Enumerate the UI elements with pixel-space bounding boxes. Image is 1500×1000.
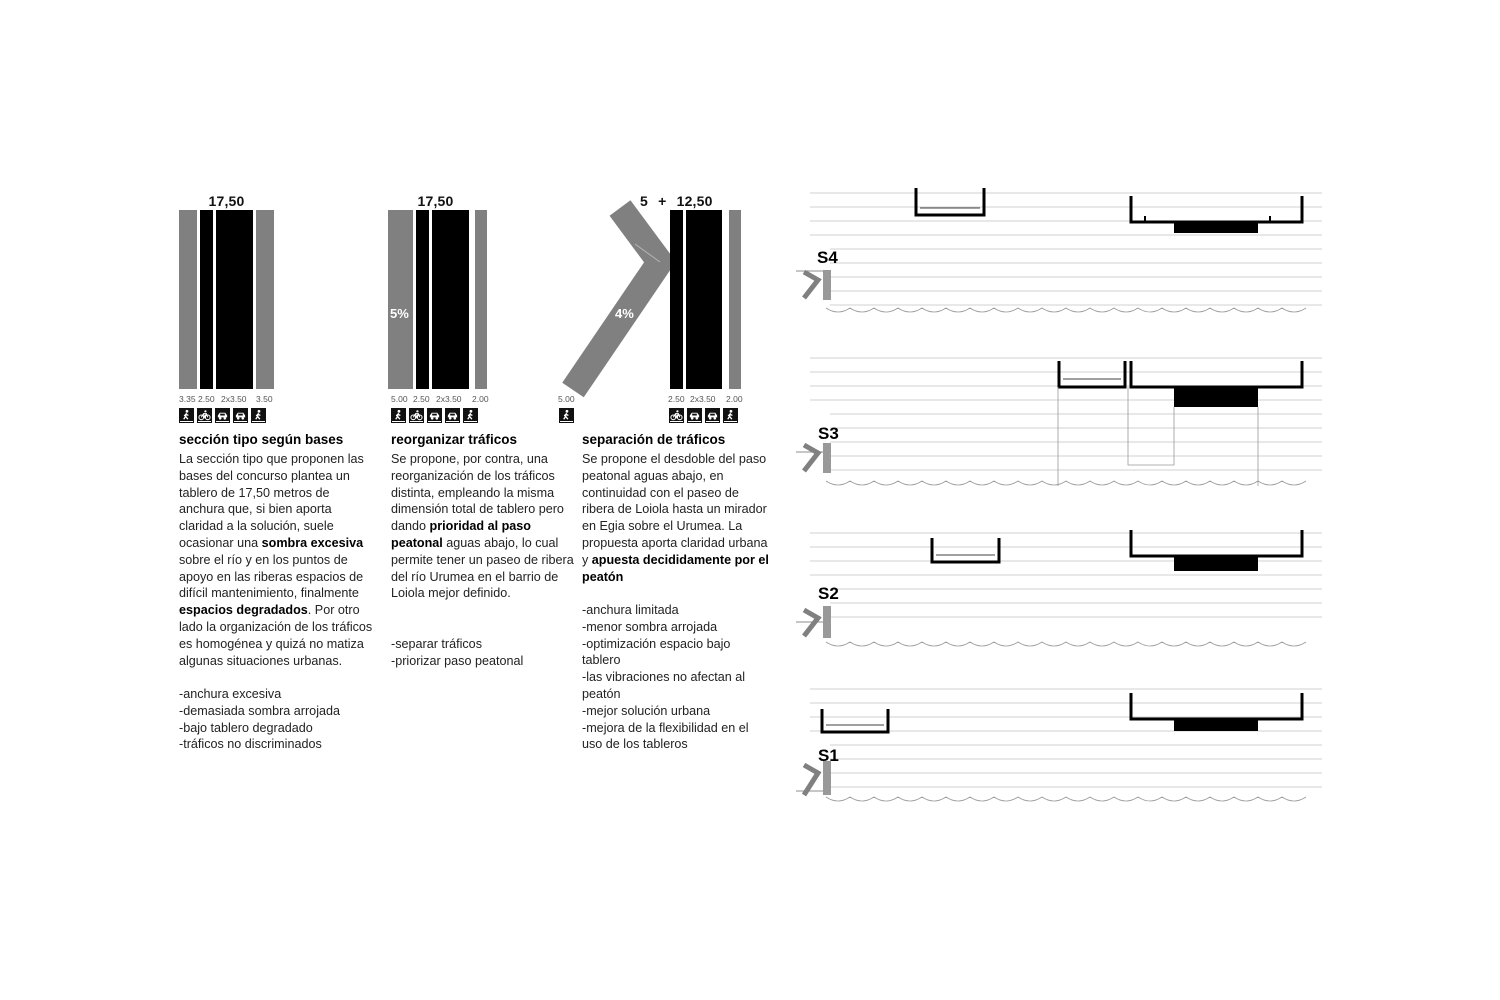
dim-label: 2.50 [198, 394, 215, 404]
bullet-item: -mejora de la flexibilidad en el uso de los tableros [582, 720, 749, 752]
car-icon [687, 408, 702, 423]
bullet-item: -mejor solución urbana [582, 703, 711, 718]
lane-cars [432, 210, 469, 389]
pedestrian-icon [559, 408, 574, 423]
traffic-icons [669, 408, 738, 423]
pedestrian-icon [723, 408, 738, 423]
column-title: reorganizar tráficos [391, 432, 518, 447]
bicycle-icon [409, 408, 424, 423]
column-description: Se propone, por contra, una reorganización de los tráficos distinta, empleando la misma dimensión total de tablero pero dando prioridad al paso peatonal aguas abajo, lo cual permite tener un paseo de ribera del río Urumea en el barrio de Loiola mejor definido. [391, 452, 574, 601]
bullet-item: -separar tráficos [391, 637, 482, 651]
bullet-list [582, 602, 772, 753]
bullet-list [391, 636, 586, 670]
bullet-item: -tráficos no discriminados [179, 737, 322, 752]
pedestrian-icon [179, 408, 194, 423]
cross-sections-drawing [790, 180, 1330, 820]
section-s1 [796, 689, 1322, 801]
total-width-b: 12,50 [676, 193, 713, 209]
section-s2 [796, 530, 1322, 646]
bullet-item: -bajo tablero degradado [179, 720, 313, 735]
car-icon [215, 408, 230, 423]
dim-label: 5.00 [391, 394, 408, 404]
total-width-label: 17,50 [417, 193, 454, 209]
column-description: La sección tipo que proponen las bases del concurso plantea un tablero de 17,50 metros de anchura que, si bien aporta claridad a la solución, suele ocasionar una sombra excesiva sobre el río y en los puntos de apoyo en las riberas espacios de difícil mantenimiento, finalmente espacios degradados. Por otro lado la organización de los tráficos es homogénea y quizá no matiza algunas situaciones urbanas. [179, 452, 373, 668]
lane-pedestrian-left [179, 210, 197, 389]
slope-label: 4% [615, 306, 634, 321]
lane-cars [686, 210, 722, 389]
dim-label: 3.50 [256, 394, 273, 404]
bullet-item: -anchura excesiva [179, 687, 282, 701]
total-width-a: 5 [640, 193, 648, 209]
section-label: S1 [818, 746, 839, 765]
bullet-item: -demasiada sombra arrojada [179, 703, 341, 718]
car-icon [445, 408, 460, 423]
dim-label: 2.50 [413, 394, 430, 404]
car-icon [233, 408, 248, 423]
traffic-icons-left [559, 408, 574, 423]
bullet-item: -menor sombra arrojada [582, 619, 718, 634]
dim-label: 2.50 [668, 394, 685, 404]
lane-bicycle [200, 210, 213, 389]
column-description: Se propone el desdoble del paso peatonal aguas abajo, en continuidad con el paseo de ribera de Loiola hasta un mirador en Egia sobre el Urumea. La propuesta aporta claridad urbana y apuesta decididamente por el peatón [582, 452, 769, 584]
bullet-item: -optimización espacio bajo tablero [582, 636, 731, 668]
pedestrian-icon [391, 408, 406, 423]
dim-label: 2x3.50 [436, 394, 462, 404]
traffic-icons [179, 408, 266, 423]
dim-label: 2.00 [726, 394, 743, 404]
lane-pedestrian-right [256, 210, 274, 389]
bullet-item: -priorizar paso peatonal [391, 653, 524, 668]
lane-cars [216, 210, 253, 389]
lane-pedestrian-wide [388, 210, 413, 389]
section-s4 [796, 188, 1322, 312]
curved-pedestrian-path [555, 200, 675, 400]
lane-pedestrian-narrow [475, 210, 487, 389]
plus-sign: + [658, 193, 667, 209]
dim-label: 2.00 [472, 394, 489, 404]
lane-pedestrian-narrow [729, 210, 741, 389]
car-icon [427, 408, 442, 423]
total-width-label: 17,50 [208, 193, 245, 209]
section-label: S4 [817, 248, 838, 267]
pedestrian-icon [251, 408, 266, 423]
column-title: separación de tráficos [582, 432, 726, 447]
bullet-item: -las vibraciones no afectan al peatón [582, 670, 746, 701]
section-label: S2 [818, 584, 839, 603]
slope-label: 5% [390, 306, 409, 321]
bullet-item: -anchura limitada [582, 603, 679, 617]
bullet-list [179, 686, 374, 753]
lane-bicycle [670, 210, 683, 389]
dim-label: 5.00 [558, 394, 575, 404]
pedestrian-icon [463, 408, 478, 423]
bicycle-icon [197, 408, 212, 423]
lane-bicycle [416, 210, 429, 389]
dim-label: 2x3.50 [221, 394, 247, 404]
car-icon [705, 408, 720, 423]
column-title: sección tipo según bases [179, 432, 344, 447]
dim-label: 2x3.50 [690, 394, 716, 404]
section-s3 [796, 358, 1322, 486]
dim-label: 3.35 [179, 394, 196, 404]
traffic-icons [391, 408, 478, 423]
section-label: S3 [818, 424, 839, 443]
bicycle-icon [669, 408, 684, 423]
